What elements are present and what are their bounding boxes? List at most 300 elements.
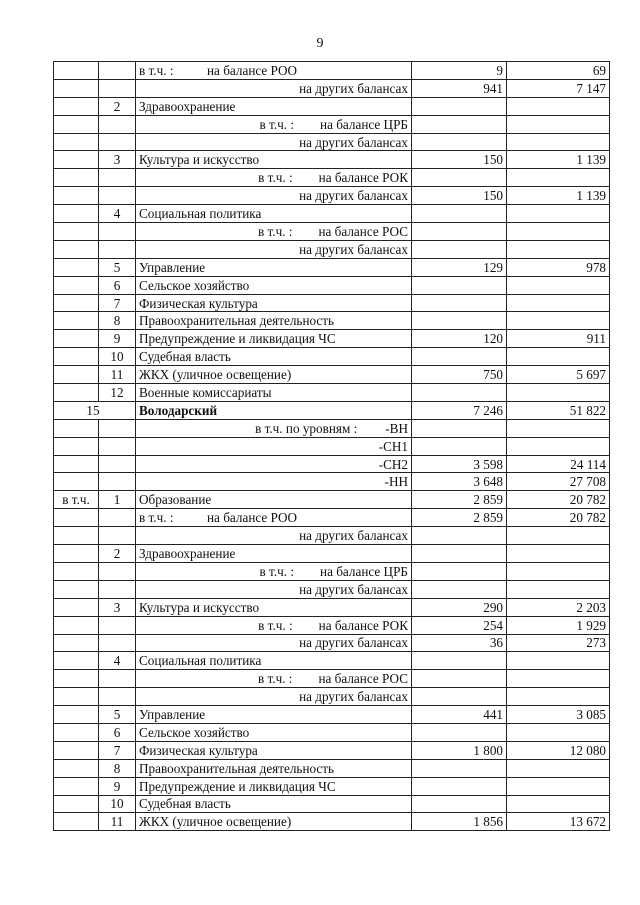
row-label-cell bbox=[136, 562, 412, 580]
row-number-cell: 8 bbox=[99, 759, 136, 777]
value-cell-1 bbox=[412, 312, 507, 330]
row-group-cell bbox=[54, 741, 99, 759]
value-cell-1 bbox=[412, 294, 507, 312]
row-number-cell: 7 bbox=[99, 294, 136, 312]
table-row bbox=[54, 598, 610, 616]
row-label-cell bbox=[136, 473, 412, 491]
row-label-cell bbox=[136, 741, 412, 759]
table-row bbox=[54, 115, 610, 133]
value-cell-1 bbox=[412, 527, 507, 545]
value-cell-1 bbox=[412, 759, 507, 777]
row-label-cell bbox=[136, 330, 412, 348]
row-number-cell bbox=[99, 580, 136, 598]
row-group-cell bbox=[54, 115, 99, 133]
category-label: Физическая культура bbox=[139, 742, 258, 758]
category-label: Здравоохранение bbox=[139, 98, 236, 114]
row-group-cell bbox=[54, 258, 99, 276]
row-group-cell bbox=[54, 455, 99, 473]
row-label-cell bbox=[136, 169, 412, 187]
including-prefix: в т.ч. : bbox=[259, 563, 295, 579]
value-cell-2 bbox=[507, 545, 610, 563]
row-label-cell bbox=[136, 634, 412, 652]
value-cell-2 bbox=[507, 133, 610, 151]
table-row bbox=[54, 688, 610, 706]
other-balances-label: на других балансах bbox=[299, 134, 408, 150]
row-label-cell bbox=[136, 688, 412, 706]
row-label-cell bbox=[136, 509, 412, 527]
balance-label: на балансе РОС bbox=[318, 671, 408, 687]
row-label-cell bbox=[136, 813, 412, 831]
row-number-cell bbox=[99, 115, 136, 133]
table-row bbox=[54, 562, 610, 580]
row-label-cell bbox=[136, 455, 412, 473]
budget-table bbox=[53, 61, 610, 831]
row-label-cell bbox=[136, 706, 412, 724]
value-cell-2: 273 bbox=[507, 634, 610, 652]
row-group-cell bbox=[54, 616, 99, 634]
other-balances-label: на других балансах bbox=[299, 80, 408, 96]
other-balances-label: на других балансах bbox=[299, 188, 408, 204]
value-cell-1 bbox=[412, 348, 507, 366]
row-group-cell bbox=[54, 437, 99, 455]
row-number-cell bbox=[99, 79, 136, 97]
value-cell-1: 150 bbox=[412, 187, 507, 205]
row-group-cell bbox=[54, 348, 99, 366]
value-cell-1: 36 bbox=[412, 634, 507, 652]
value-cell-1: 750 bbox=[412, 366, 507, 384]
category-label: Предупреждение и ликвидация ЧС bbox=[139, 778, 336, 794]
row-label-cell bbox=[136, 276, 412, 294]
table-row bbox=[54, 795, 610, 813]
table-row bbox=[54, 384, 610, 402]
table-row bbox=[54, 240, 610, 258]
row-number-cell bbox=[99, 616, 136, 634]
balance-label: на балансе РОС bbox=[318, 223, 408, 239]
category-label: ЖКХ (уличное освещение) bbox=[139, 814, 292, 830]
row-label-cell bbox=[136, 527, 412, 545]
value-cell-1 bbox=[412, 384, 507, 402]
balance-label: на балансе РОК bbox=[318, 617, 408, 633]
table-body bbox=[54, 62, 610, 831]
other-balances-label: на других балансах bbox=[299, 635, 408, 651]
row-number-cell bbox=[99, 670, 136, 688]
row-label-cell bbox=[136, 133, 412, 151]
voltage-level-label: -НН bbox=[384, 474, 408, 490]
table-row bbox=[54, 348, 610, 366]
row-label-cell bbox=[136, 598, 412, 616]
row-group-cell bbox=[54, 688, 99, 706]
value-cell-2: 51 822 bbox=[507, 401, 610, 419]
category-label: Военные комиссариаты bbox=[139, 384, 272, 400]
row-number-cell bbox=[99, 240, 136, 258]
row-number-cell bbox=[99, 437, 136, 455]
value-cell-1: 129 bbox=[412, 258, 507, 276]
including-prefix: в т.ч. : bbox=[258, 170, 293, 186]
row-label-cell bbox=[136, 62, 412, 80]
value-cell-2: 978 bbox=[507, 258, 610, 276]
row-number-cell bbox=[99, 133, 136, 151]
value-cell-1 bbox=[412, 688, 507, 706]
value-cell-1 bbox=[412, 562, 507, 580]
row-number-cell: 9 bbox=[99, 330, 136, 348]
table-row bbox=[54, 759, 610, 777]
value-cell-2: 24 114 bbox=[507, 455, 610, 473]
value-cell-1: 7 246 bbox=[412, 401, 507, 419]
including-prefix: в т.ч. : bbox=[259, 116, 295, 132]
value-cell-2: 911 bbox=[507, 330, 610, 348]
value-cell-1: 290 bbox=[412, 598, 507, 616]
value-cell-2: 27 708 bbox=[507, 473, 610, 491]
value-cell-2 bbox=[507, 115, 610, 133]
value-cell-1 bbox=[412, 670, 507, 688]
value-cell-2 bbox=[507, 759, 610, 777]
row-label-cell bbox=[136, 205, 412, 223]
row-label-cell bbox=[136, 97, 412, 115]
row-label-cell bbox=[136, 491, 412, 509]
row-group-cell bbox=[54, 62, 99, 80]
value-cell-2 bbox=[507, 723, 610, 741]
category-label: Судебная власть bbox=[139, 796, 231, 812]
including-prefix: в т.ч. : bbox=[258, 617, 293, 633]
row-label-cell bbox=[136, 312, 412, 330]
row-number-cell: 12 bbox=[99, 384, 136, 402]
value-cell-1 bbox=[412, 437, 507, 455]
row-number-cell bbox=[99, 634, 136, 652]
category-label: Социальная политика bbox=[139, 206, 262, 222]
value-cell-2 bbox=[507, 312, 610, 330]
row-label-cell bbox=[136, 545, 412, 563]
value-cell-1: 441 bbox=[412, 706, 507, 724]
value-cell-1 bbox=[412, 205, 507, 223]
row-group-cell bbox=[54, 562, 99, 580]
value-cell-1: 1 856 bbox=[412, 813, 507, 831]
balance-label: на балансе ЦРБ bbox=[320, 116, 408, 132]
table-row bbox=[54, 401, 610, 419]
value-cell-2: 20 782 bbox=[507, 491, 610, 509]
row-number-cell: 9 bbox=[99, 777, 136, 795]
row-group-cell bbox=[54, 813, 99, 831]
table-row bbox=[54, 312, 610, 330]
value-cell-2: 13 672 bbox=[507, 813, 610, 831]
value-cell-1 bbox=[412, 169, 507, 187]
row-label-cell bbox=[136, 759, 412, 777]
row-group-cell bbox=[54, 151, 99, 169]
row-number-cell: 2 bbox=[99, 545, 136, 563]
category-label: Сельское хозяйство bbox=[139, 277, 250, 293]
value-cell-2 bbox=[507, 688, 610, 706]
table-row bbox=[54, 706, 610, 724]
table-row bbox=[54, 723, 610, 741]
value-cell-1: 1 800 bbox=[412, 741, 507, 759]
category-label: Образование bbox=[139, 492, 212, 508]
row-group-cell bbox=[54, 580, 99, 598]
row-label-cell bbox=[136, 223, 412, 241]
other-balances-label: на других балансах bbox=[299, 241, 408, 257]
value-cell-2 bbox=[507, 384, 610, 402]
table-row bbox=[54, 491, 610, 509]
row-label-cell bbox=[136, 151, 412, 169]
value-cell-2 bbox=[507, 205, 610, 223]
row-label-cell bbox=[136, 437, 412, 455]
row-group-cell bbox=[54, 384, 99, 402]
row-number-cell: 3 bbox=[99, 151, 136, 169]
table-row bbox=[54, 652, 610, 670]
row-number-cell bbox=[99, 527, 136, 545]
value-cell-1 bbox=[412, 795, 507, 813]
row-number-cell: 6 bbox=[99, 723, 136, 741]
row-group-cell bbox=[54, 795, 99, 813]
row-group-cell bbox=[54, 545, 99, 563]
value-cell-2 bbox=[507, 437, 610, 455]
row-number-cell: 4 bbox=[99, 205, 136, 223]
row-number-cell bbox=[99, 187, 136, 205]
row-number-cell: 1 bbox=[99, 491, 136, 509]
row-number-cell: 6 bbox=[99, 276, 136, 294]
including-prefix: в т.ч. : bbox=[139, 62, 174, 78]
value-cell-1: 150 bbox=[412, 151, 507, 169]
row-number-cell bbox=[99, 223, 136, 241]
including-prefix: в т.ч. : bbox=[257, 671, 293, 687]
value-cell-2 bbox=[507, 580, 610, 598]
value-cell-2: 20 782 bbox=[507, 509, 610, 527]
row-label-cell bbox=[136, 652, 412, 670]
balance-label: на балансе РОО bbox=[207, 510, 298, 526]
row-number-cell: 11 bbox=[99, 813, 136, 831]
row-number-cell bbox=[99, 562, 136, 580]
row-number-cell: 7 bbox=[99, 741, 136, 759]
value-cell-2 bbox=[507, 795, 610, 813]
value-cell-1: 120 bbox=[412, 330, 507, 348]
table-row bbox=[54, 545, 610, 563]
category-label: Культура и искусство bbox=[139, 599, 260, 615]
category-label: Предупреждение и ликвидация ЧС bbox=[139, 331, 336, 347]
table-row bbox=[54, 294, 610, 312]
value-cell-1 bbox=[412, 115, 507, 133]
table-row bbox=[54, 258, 610, 276]
row-label-cell bbox=[136, 616, 412, 634]
row-label-cell bbox=[136, 258, 412, 276]
value-cell-2 bbox=[507, 240, 610, 258]
value-cell-2 bbox=[507, 276, 610, 294]
table-row bbox=[54, 97, 610, 115]
row-group-cell bbox=[54, 223, 99, 241]
value-cell-2: 2 203 bbox=[507, 598, 610, 616]
value-cell-1: 941 bbox=[412, 79, 507, 97]
row-number-cell: 5 bbox=[99, 258, 136, 276]
district-name: Володарский bbox=[139, 402, 218, 418]
row-number-cell bbox=[99, 169, 136, 187]
row-label-cell bbox=[136, 723, 412, 741]
table-row bbox=[54, 133, 610, 151]
category-label: Правоохранительная деятельность bbox=[139, 313, 335, 329]
category-label: ЖКХ (уличное освещение) bbox=[139, 367, 292, 383]
row-label-cell bbox=[136, 187, 412, 205]
value-cell-2 bbox=[507, 670, 610, 688]
other-balances-label: на других балансах bbox=[299, 689, 408, 705]
value-cell-1 bbox=[412, 777, 507, 795]
value-cell-2 bbox=[507, 652, 610, 670]
table-row bbox=[54, 777, 610, 795]
value-cell-2 bbox=[507, 419, 610, 437]
value-cell-1 bbox=[412, 723, 507, 741]
row-group-cell bbox=[54, 133, 99, 151]
table-row bbox=[54, 79, 610, 97]
value-cell-1 bbox=[412, 276, 507, 294]
value-cell-2 bbox=[507, 97, 610, 115]
table-row bbox=[54, 62, 610, 80]
row-number-cell: 3 bbox=[99, 598, 136, 616]
table-row bbox=[54, 187, 610, 205]
row-group-cell bbox=[54, 187, 99, 205]
row-label-cell bbox=[136, 115, 412, 133]
value-cell-2 bbox=[507, 348, 610, 366]
table-row bbox=[54, 455, 610, 473]
category-label: Судебная власть bbox=[139, 349, 231, 365]
category-label: Здравоохранение bbox=[139, 545, 236, 561]
value-cell-1: 3 598 bbox=[412, 455, 507, 473]
row-number-cell: 10 bbox=[99, 795, 136, 813]
value-cell-1: 254 bbox=[412, 616, 507, 634]
voltage-level-label: -СН1 bbox=[378, 438, 408, 454]
value-cell-2: 5 697 bbox=[507, 366, 610, 384]
row-group-cell bbox=[54, 634, 99, 652]
table-row bbox=[54, 580, 610, 598]
value-cell-1 bbox=[412, 652, 507, 670]
row-number-cell bbox=[99, 455, 136, 473]
row-number-cell bbox=[99, 473, 136, 491]
category-label: Физическая культура bbox=[139, 295, 258, 311]
value-cell-1 bbox=[412, 223, 507, 241]
table-row bbox=[54, 276, 610, 294]
row-group-cell bbox=[54, 276, 99, 294]
row-number-cell bbox=[99, 509, 136, 527]
row-group-cell bbox=[54, 670, 99, 688]
row-number-cell: 2 bbox=[99, 97, 136, 115]
value-cell-2: 7 147 bbox=[507, 79, 610, 97]
value-cell-2 bbox=[507, 169, 610, 187]
row-group-cell bbox=[54, 169, 99, 187]
row-label-cell bbox=[136, 670, 412, 688]
row-group-cell bbox=[54, 240, 99, 258]
row-group-cell bbox=[54, 759, 99, 777]
row-label-cell bbox=[136, 401, 412, 419]
table-row bbox=[54, 473, 610, 491]
row-label-cell bbox=[136, 384, 412, 402]
row-group-cell bbox=[54, 723, 99, 741]
row-group-cell bbox=[54, 706, 99, 724]
balance-label: на балансе РОО bbox=[207, 62, 298, 78]
row-group-cell bbox=[54, 777, 99, 795]
value-cell-2: 1 139 bbox=[507, 151, 610, 169]
value-cell-2: 12 080 bbox=[507, 741, 610, 759]
table-row bbox=[54, 437, 610, 455]
row-label-cell bbox=[136, 795, 412, 813]
balance-label: на балансе РОК bbox=[318, 170, 408, 186]
value-cell-2 bbox=[507, 527, 610, 545]
value-cell-1 bbox=[412, 133, 507, 151]
category-label: Управление bbox=[139, 259, 206, 275]
row-label-cell bbox=[136, 348, 412, 366]
row-group-cell: 15 bbox=[54, 401, 136, 419]
row-group-cell bbox=[54, 97, 99, 115]
table-row bbox=[54, 169, 610, 187]
table-row bbox=[54, 330, 610, 348]
row-number-cell: 10 bbox=[99, 348, 136, 366]
table-row bbox=[54, 741, 610, 759]
category-label: Управление bbox=[139, 707, 206, 722]
row-group-cell bbox=[54, 366, 99, 384]
row-number-cell: 11 bbox=[99, 366, 136, 384]
table-row bbox=[54, 509, 610, 527]
other-balances-label: на других балансах bbox=[299, 581, 408, 597]
value-cell-1: 9 bbox=[412, 62, 507, 80]
value-cell-1 bbox=[412, 580, 507, 598]
value-cell-2: 1 929 bbox=[507, 616, 610, 634]
row-label-cell bbox=[136, 419, 412, 437]
including-prefix: в т.ч. : bbox=[257, 223, 293, 239]
table-row bbox=[54, 205, 610, 223]
value-cell-1 bbox=[412, 545, 507, 563]
row-group-cell bbox=[54, 312, 99, 330]
row-group-cell bbox=[54, 509, 99, 527]
row-label-cell bbox=[136, 366, 412, 384]
row-label-cell bbox=[136, 294, 412, 312]
value-cell-2 bbox=[507, 223, 610, 241]
value-cell-1: 2 859 bbox=[412, 509, 507, 527]
row-group-cell bbox=[54, 473, 99, 491]
value-cell-1 bbox=[412, 97, 507, 115]
including-prefix: в т.ч. : bbox=[139, 510, 174, 526]
value-cell-1: 3 648 bbox=[412, 473, 507, 491]
table-row bbox=[54, 670, 610, 688]
category-label: Правоохранительная деятельность bbox=[139, 760, 335, 776]
voltage-level-label: -СН2 bbox=[378, 456, 408, 472]
row-number-cell bbox=[99, 688, 136, 706]
table-row bbox=[54, 616, 610, 634]
balance-label: на балансе ЦРБ bbox=[320, 563, 408, 579]
row-group-cell bbox=[54, 419, 99, 437]
category-label: Сельское хозяйство bbox=[139, 724, 250, 740]
value-cell-1 bbox=[412, 419, 507, 437]
row-label-cell bbox=[136, 79, 412, 97]
row-number-cell bbox=[99, 62, 136, 80]
value-cell-1: 2 859 bbox=[412, 491, 507, 509]
row-number-cell bbox=[99, 419, 136, 437]
page-number: 9 bbox=[316, 36, 324, 51]
row-group-cell bbox=[54, 294, 99, 312]
value-cell-2 bbox=[507, 777, 610, 795]
table-row bbox=[54, 527, 610, 545]
row-group-cell bbox=[54, 598, 99, 616]
row-label-cell bbox=[136, 240, 412, 258]
row-group-cell bbox=[54, 527, 99, 545]
row-number-cell: 5 bbox=[99, 706, 136, 724]
row-label-cell bbox=[136, 580, 412, 598]
row-number-cell: 8 bbox=[99, 312, 136, 330]
value-cell-2: 69 bbox=[507, 62, 610, 80]
value-cell-2: 3 085 bbox=[507, 706, 610, 724]
category-label: Социальная политика bbox=[139, 653, 262, 669]
row-group-cell bbox=[54, 652, 99, 670]
levels-prefix: в т.ч. по уровням : bbox=[255, 420, 358, 436]
category-label: Культура и искусство bbox=[139, 152, 260, 168]
row-group-cell bbox=[54, 205, 99, 223]
row-number-cell: 4 bbox=[99, 652, 136, 670]
row-group-cell bbox=[54, 79, 99, 97]
table-row bbox=[54, 813, 610, 831]
row-group-cell: в т.ч. bbox=[54, 491, 99, 509]
table-row bbox=[54, 366, 610, 384]
